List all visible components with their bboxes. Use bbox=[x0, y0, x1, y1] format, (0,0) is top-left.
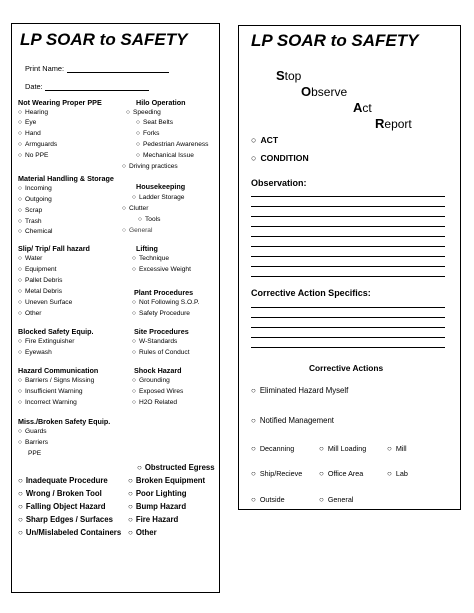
lifting-header: Lifting bbox=[136, 244, 158, 253]
print-name-field[interactable] bbox=[67, 72, 169, 73]
slip-option[interactable]: ○ Equipment bbox=[18, 266, 57, 273]
corrective-specifics-label: Corrective Action Specifics: bbox=[251, 288, 371, 298]
missing-equip-header: Miss./Broken Safety Equip. bbox=[18, 417, 111, 426]
hilo-sub-option[interactable]: ○ Seat Belts bbox=[136, 119, 173, 126]
shock-option[interactable]: ○ H2O Related bbox=[132, 399, 177, 406]
lifting-option[interactable]: ○ Technique bbox=[132, 255, 169, 262]
date-label: Date: bbox=[25, 82, 43, 91]
mh-option[interactable]: ○ Outgoing bbox=[18, 196, 52, 203]
corrective-line[interactable] bbox=[251, 337, 445, 338]
plant-option[interactable]: ○ Safety Procedure bbox=[132, 310, 190, 317]
corrective-line[interactable] bbox=[251, 327, 445, 328]
soar-act: Act bbox=[353, 100, 372, 115]
hazcom-header: Hazard Communication bbox=[18, 366, 99, 375]
bottom-option[interactable]: ○ Obstructed Egress bbox=[137, 463, 215, 472]
act-radio[interactable]: ○ ACT bbox=[251, 135, 278, 145]
mh-option[interactable]: ○ Incoming bbox=[18, 185, 52, 192]
housekeeping-header: Housekeeping bbox=[136, 182, 186, 191]
bottom-option[interactable]: ○ Other bbox=[128, 528, 157, 537]
left-card bbox=[11, 23, 220, 593]
bottom-option[interactable]: ○ Falling Object Hazard bbox=[18, 502, 106, 511]
area-option[interactable]: ○ Ship/Recieve bbox=[251, 469, 302, 478]
soar-stop: Stop bbox=[276, 68, 302, 83]
area-option[interactable]: ○ Mill bbox=[387, 444, 407, 453]
right-title: LP SOAR to SAFETY bbox=[251, 31, 419, 50]
ca-option[interactable]: ○ Notified Management bbox=[251, 416, 334, 425]
slip-option[interactable]: ○ Other bbox=[18, 310, 41, 317]
slip-option[interactable]: ○ Uneven Surface bbox=[18, 299, 72, 306]
ppe-option[interactable]: ○ No PPE bbox=[18, 152, 48, 159]
ppe-option[interactable]: ○ Armguards bbox=[18, 141, 57, 148]
shock-option[interactable]: ○ Exposed Wires bbox=[132, 388, 183, 395]
bottom-option[interactable]: ○ Un/Mislabeled Containers bbox=[18, 528, 121, 537]
slip-option[interactable]: ○ Metal Debris bbox=[18, 288, 62, 295]
hilo-option[interactable]: ○ Driving practices bbox=[122, 163, 178, 170]
site-option[interactable]: ○ Rules of Conduct bbox=[132, 349, 190, 356]
missing-option[interactable]: ○ Guards bbox=[18, 428, 47, 435]
observation-line[interactable] bbox=[251, 256, 445, 257]
bottom-option[interactable]: ○ Sharp Edges / Surfaces bbox=[18, 515, 113, 524]
bottom-option[interactable]: ○ Poor Lighting bbox=[128, 489, 187, 498]
missing-option[interactable]: ○ Barriers bbox=[18, 439, 48, 446]
ca-option[interactable]: ○ Eliminated Hazard Myself bbox=[251, 386, 348, 395]
slip-option[interactable]: ○ Pallet Debris bbox=[18, 277, 62, 284]
bottom-option[interactable]: ○ Wrong / Broken Tool bbox=[18, 489, 102, 498]
slip-option[interactable]: ○ Water bbox=[18, 255, 42, 262]
bottom-option[interactable]: ○ Fire Hazard bbox=[128, 515, 178, 524]
hilo-header: Hilo Operation bbox=[136, 98, 186, 107]
shock-option[interactable]: ○ Grounding bbox=[132, 377, 170, 384]
soar-report: Report bbox=[375, 116, 412, 131]
housekeeping-option[interactable]: ○ Clutter bbox=[122, 205, 148, 212]
site-option[interactable]: ○ W-Standards bbox=[132, 338, 177, 345]
mh-option[interactable]: ○ Scrap bbox=[18, 207, 42, 214]
plant-option[interactable]: ○ Not Following S.O.P. bbox=[132, 299, 199, 306]
observation-line[interactable] bbox=[251, 276, 445, 277]
slip-header: Slip/ Trip/ Fall hazard bbox=[18, 244, 90, 253]
blocked-option[interactable]: ○ Eyewash bbox=[18, 349, 52, 356]
condition-radio[interactable]: ○ CONDITION bbox=[251, 153, 309, 163]
shock-hazard-header: Shock Hazard bbox=[134, 366, 182, 375]
area-option[interactable]: ○ Outside bbox=[251, 495, 285, 504]
hilo-sub-option[interactable]: ○ Mechanical Issue bbox=[136, 152, 194, 159]
area-option[interactable]: ○ Office Area bbox=[319, 469, 363, 478]
housekeeping-sub-option[interactable]: ○ Tools bbox=[138, 216, 160, 223]
ppe-option[interactable]: ○ Hearing bbox=[18, 109, 48, 116]
corrective-line[interactable] bbox=[251, 347, 445, 348]
observation-line[interactable] bbox=[251, 246, 445, 247]
observation-line[interactable] bbox=[251, 266, 445, 267]
area-option[interactable]: ○ Mill Loading bbox=[319, 444, 366, 453]
ppe-option[interactable]: ○ Hand bbox=[18, 130, 41, 137]
corrective-line[interactable] bbox=[251, 317, 445, 318]
bottom-option[interactable]: ○ Bump Hazard bbox=[128, 502, 186, 511]
observation-line[interactable] bbox=[251, 226, 445, 227]
right-card bbox=[238, 25, 461, 510]
area-option[interactable]: ○ Lab bbox=[387, 469, 408, 478]
ppe-header: Not Wearing Proper PPE bbox=[18, 98, 102, 107]
material-handling-header: Material Handling & Storage bbox=[18, 174, 114, 183]
observation-line[interactable] bbox=[251, 216, 445, 217]
observation-line[interactable] bbox=[251, 236, 445, 237]
print-name-label: Print Name: bbox=[25, 64, 65, 73]
blocked-option[interactable]: ○ Fire Extinguisher bbox=[18, 338, 74, 345]
hilo-sub-option[interactable]: ○ Pedestrian Awareness bbox=[136, 141, 208, 148]
bottom-option[interactable]: ○ Inadequate Procedure bbox=[18, 476, 108, 485]
lifting-option[interactable]: ○ Excessive Weight bbox=[132, 266, 191, 273]
corrective-actions-title: Corrective Actions bbox=[309, 363, 384, 373]
housekeeping-option[interactable]: ○ General bbox=[122, 227, 152, 234]
blocked-header: Blocked Safety Equip. bbox=[18, 327, 94, 336]
hazcom-option[interactable]: ○ Insufficient Warning bbox=[18, 388, 83, 395]
hazcom-option[interactable]: ○ Incorrect Warning bbox=[18, 399, 77, 406]
mh-option[interactable]: ○ Trash bbox=[18, 218, 42, 225]
observation-line[interactable] bbox=[251, 206, 445, 207]
observation-label: Observation: bbox=[251, 178, 307, 188]
soar-observe: Observe bbox=[301, 84, 348, 99]
date-field[interactable] bbox=[45, 90, 149, 91]
bottom-option[interactable]: ○ Broken Equipment bbox=[128, 476, 205, 485]
observation-line[interactable] bbox=[251, 196, 445, 197]
plant-procedures-header: Plant Procedures bbox=[134, 288, 194, 297]
ppe-option[interactable]: ○ Eye bbox=[18, 119, 36, 126]
left-title: LP SOAR to SAFETY bbox=[20, 30, 188, 49]
hilo-sub-option[interactable]: ○ Forks bbox=[136, 130, 159, 137]
hilo-option[interactable]: ○ Speeding bbox=[126, 109, 161, 116]
area-option[interactable]: ○ Decanning bbox=[251, 444, 294, 453]
area-option[interactable]: ○ General bbox=[319, 495, 353, 504]
corrective-line[interactable] bbox=[251, 307, 445, 308]
hazcom-option[interactable]: ○ Barriers / Signs Missing bbox=[18, 377, 94, 384]
missing-option-ppe[interactable]: PPE bbox=[28, 450, 42, 457]
housekeeping-option[interactable]: ○ Ladder Storage bbox=[132, 194, 184, 201]
mh-option[interactable]: ○ Chemical bbox=[18, 228, 52, 235]
site-procedures-header: Site Procedures bbox=[134, 327, 189, 336]
